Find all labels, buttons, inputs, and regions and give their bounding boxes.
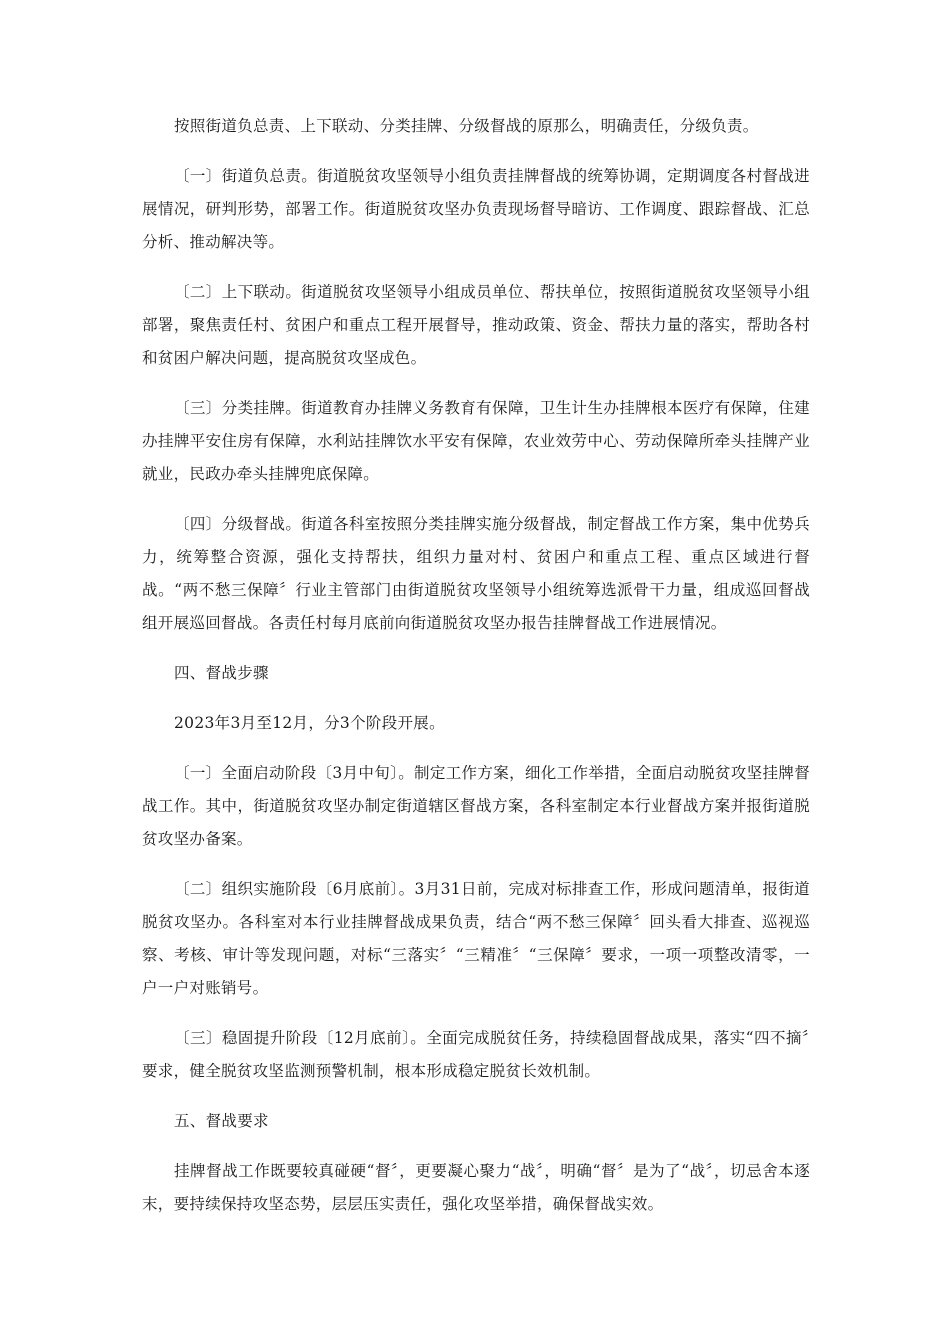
section-heading-requirements: 五、督战要求: [174, 1112, 269, 1130]
paragraph-launch-stage: 〔一〕全面启动阶段〔3月中旬〕。制定工作方案，细化工作举措，全面启动脱贫攻坚挂牌督战工作。其中，街道脱贫攻坚办制定街道辖区督战方案，各科室制定本行业督战方案并报街道脱贫攻坚办备案。: [142, 764, 810, 848]
paragraph-implementation-stage: 〔二〕组织实施阶段〔6月底前〕。3月31日前，完成对标排查工作，形成问题清单，报街道脱贫攻坚办。各科室对本行业挂牌督战成果负责，结合“两不愁三保障〞回头看大排查、巡视巡察、考核、审计等发现问题，对标“三落实〞“三精准〞“三保障〞要求，一项一项整改清零，一户一户对账销号。: [142, 880, 810, 997]
paragraph-linkage: 〔二〕上下联动。街道脱贫攻坚领导小组成员单位、帮扶单位，按照街道脱贫攻坚领导小组部署，聚焦责任村、贫困户和重点工程开展督导，推动政策、资金、帮扶力量的落实，帮助各村和贫困户解决问题，提高脱贫攻坚成色。: [142, 283, 810, 367]
paragraph-classified-listing: 〔三〕分类挂牌。街道教育办挂牌义务教育有保障，卫生计生办挂牌根本医疗有保障，住建办挂牌平安住房有保障，水利站挂牌饮水平安有保障，农业效劳中心、劳动保障所牵头挂牌产业就业，民政办牵头挂牌兜底保障。: [142, 399, 810, 483]
paragraph-consolidation-stage: 〔三〕稳固提升阶段〔12月底前〕。全面完成脱贫任务，持续稳固督战成果，落实“四不摘〞要求，健全脱贫攻坚监测预警机制，根本形成稳定脱贫长效机制。: [142, 1029, 810, 1080]
document-body: [142, 110, 810, 1238]
paragraph-street-responsibility: 〔一〕街道负总责。街道脱贫攻坚领导小组负责挂牌督战的统筹协调，定期调度各村督战进展情况，研判形势，部署工作。街道脱贫攻坚办负责现场督导暗访、工作调度、跟踪督战、汇总分析、推动解决等。: [142, 167, 810, 251]
paragraph-graded-supervision: 〔四〕分级督战。街道各科室按照分类挂牌实施分级督战，制定督战工作方案，集中优势兵力，统筹整合资源，强化支持帮扶，组织力量对村、贫困户和重点工程、重点区域进行督战。“两不愁三保障〞行业主管部门由街道脱贫攻坚领导小组统筹选派骨干力量，组成巡回督战组开展巡回督战。各责任村每月底前向街道脱贫攻坚办报告挂牌督战工作进展情况。: [142, 515, 810, 632]
paragraph-requirements: 挂牌督战工作既要较真碰硬“督〞，更要凝心聚力“战〞，明确“督〞是为了“战〞，切忌舍本逐末，要持续保持攻坚态势，层层压实责任，强化攻坚举措，确保督战实效。: [142, 1162, 810, 1213]
paragraph-principle: 按照街道负总责、上下联动、分类挂牌、分级督战的原那么，明确责任，分级负责。: [174, 117, 759, 135]
paragraph-schedule: 2023年3月至12月，分3个阶段开展。: [174, 714, 445, 732]
section-heading-steps: 四、督战步骤: [174, 664, 269, 682]
